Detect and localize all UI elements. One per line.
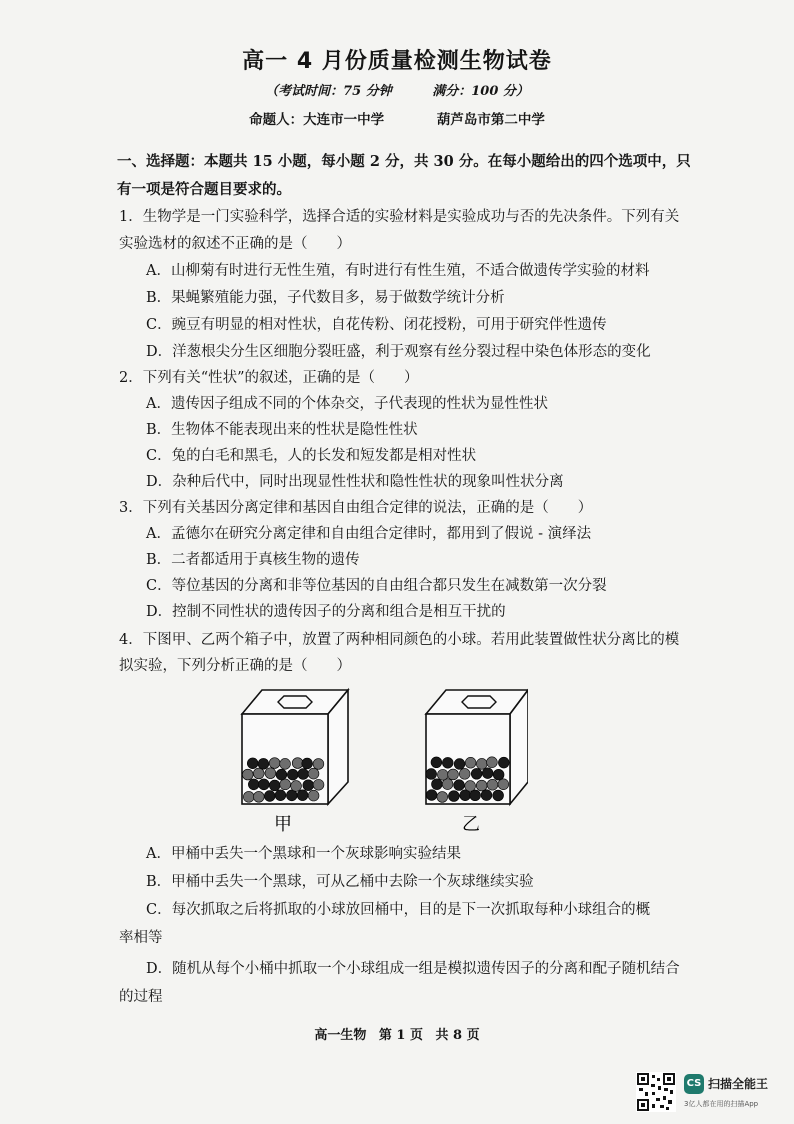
q1-option-c: C．豌豆有明显的相对性状，自花传粉、闭花授粉，可用于研究伴性遗传 [146, 317, 607, 333]
ball [313, 779, 324, 790]
q2-stem: 2．下列有关“性状”的叙述，正确的是（ ） [119, 370, 419, 386]
ball [291, 781, 302, 792]
q2-option-c: C．兔的白毛和黑毛，人的长发和短发都是相对性状 [146, 448, 477, 464]
ball [431, 757, 442, 768]
q2-option-b: B．生物体不能表现出来的性状是隐性性状 [146, 422, 418, 438]
ball [432, 779, 443, 790]
ball [498, 779, 509, 790]
footer-total: 共 8 页 [435, 1028, 480, 1043]
ball [487, 757, 498, 768]
scanner-tagline: 3亿人都在用的扫描App [684, 1100, 759, 1108]
q4-option-d-line-1: D．随机从每个小桶中抓取一个小球组成一组是模拟遗传因子的分离和配子随机结合 [146, 961, 680, 977]
ball [465, 757, 476, 768]
ball [465, 781, 476, 792]
ball [280, 758, 291, 769]
ball [275, 790, 286, 801]
ball [253, 791, 264, 802]
scanner-app-name: 扫描全能王 [708, 1077, 769, 1091]
ball [498, 757, 509, 768]
q4-option-c-line-2: 率相等 [119, 930, 163, 946]
box-yi [426, 690, 528, 804]
q4-option-b: B．甲桶中丢失一个黑球，可从乙桶中去除一个灰球继续实验 [146, 874, 534, 890]
box-jia [242, 690, 348, 804]
cs-logo-icon: CS [684, 1074, 704, 1094]
q4-option-d-line-2: 的过程 [119, 989, 163, 1005]
exam-info [0, 80, 794, 99]
ball [248, 779, 259, 790]
footer-subject: 高一生物 [314, 1028, 367, 1043]
label-yi: 乙 [462, 814, 480, 834]
ball [308, 790, 319, 801]
ball [258, 779, 269, 790]
q1-stem-line-2: 实验选材的叙述不正确的是（ ） [119, 236, 351, 252]
author-2: 葫芦岛市第二中学 [436, 112, 545, 128]
ball [242, 769, 253, 780]
ball [437, 792, 448, 803]
ball [437, 769, 448, 780]
author-1: 命题人：大连市一中学 [249, 112, 385, 128]
ball [276, 769, 287, 780]
footer-page: 第 1 页 [378, 1028, 423, 1043]
ball [313, 759, 324, 770]
ball [269, 758, 280, 769]
ball [287, 769, 298, 780]
full-score: 满分：100 分） [432, 84, 529, 99]
q3-option-a: A．孟德尔在研究分离定律和自由组合定律时，都用到了假说 - 演绎法 [146, 526, 592, 542]
q4-option-c-line-1: C．每次抓取之后将抓取的小球放回桶中，目的是下一次抓取每种小球组合的概 [146, 902, 651, 918]
ball [476, 758, 487, 769]
exam-time: （考试时间：75 分钟 [265, 84, 392, 99]
ball [493, 790, 504, 801]
ball [243, 791, 254, 802]
ball [308, 768, 319, 779]
ball [302, 758, 313, 769]
ball [448, 791, 459, 802]
section-intro [117, 148, 697, 204]
ball [426, 769, 437, 780]
q4-stem-line-2: 拟实验，下列分析正确的是（ ） [119, 658, 351, 674]
q1-option-d: D．洋葱根尖分生区细胞分裂旺盛，利于观察有丝分裂过程中染色体形态的变化 [146, 344, 651, 360]
intro-line-2: 有一项是符合题目要求的。 [117, 181, 291, 198]
ball [297, 790, 308, 801]
q4-option-a: A．甲桶中丢失一个黑球和一个灰球影响实验结果 [146, 846, 461, 862]
ball [454, 780, 465, 791]
ball [303, 780, 314, 791]
ball [264, 791, 275, 802]
ball [265, 768, 276, 779]
q3-option-d: D．控制不同性状的遗传因子的分离和组合是相互干扰的 [146, 604, 506, 620]
page-footer [0, 1024, 794, 1043]
ball [292, 758, 303, 769]
ball [426, 790, 437, 801]
q3-stem: 3．下列有关基因分离定律和基因自由组合定律的说法，正确的是（ ） [119, 500, 593, 516]
q1-option-a: A．山柳菊有时进行无性生殖，有时进行有性生殖，不适合做遗传学实验的材料 [146, 263, 650, 279]
qr-code-icon [636, 1072, 676, 1112]
ball [476, 780, 487, 791]
ball [454, 759, 465, 770]
ball [442, 757, 453, 768]
page-title: 高一 4 月份质量检测生物试卷 [242, 49, 552, 74]
ball [482, 768, 493, 779]
q4-stem-line-1: 4．下图甲、乙两个箱子中，放置了两种相同颜色的小球。若用此装置做性状分离比的模 [119, 632, 680, 648]
ball [258, 758, 269, 769]
label-jia: 甲 [274, 814, 292, 834]
q3-option-c: C．等位基因的分离和非等位基因的自由组合都只发生在减数第一次分裂 [146, 578, 607, 594]
q1-stem-line-1: 1．生物学是一门实验科学，选择合适的实验材料是实验成功与否的先决条件。下列有关 [119, 209, 680, 225]
ball [280, 779, 291, 790]
ball [471, 768, 482, 779]
intro-line-1: 一、选择题：本题共 15 小题，每小题 2 分，共 30 分。在每小题给出的四个选项中，只 [117, 153, 691, 170]
ball [487, 779, 498, 790]
ball [448, 769, 459, 780]
box-figure [238, 684, 528, 834]
ball [298, 769, 309, 780]
ball [459, 768, 470, 779]
ball [481, 790, 492, 801]
ball [253, 768, 264, 779]
ball [269, 780, 280, 791]
ball [247, 758, 258, 769]
q2-option-a: A．遗传因子组成不同的个体杂交，子代表现的性状为显性性状 [146, 396, 548, 412]
ball [493, 769, 504, 780]
q1-option-b: B．果蝇繁殖能力强，子代数目多，易于做数学统计分析 [146, 290, 505, 306]
q3-option-b: B．二者都适用于真核生物的遗传 [146, 552, 360, 568]
authors [0, 108, 794, 128]
q2-option-d: D．杂种后代中，同时出现显性性状和隐性性状的现象叫性状分离 [146, 474, 564, 490]
